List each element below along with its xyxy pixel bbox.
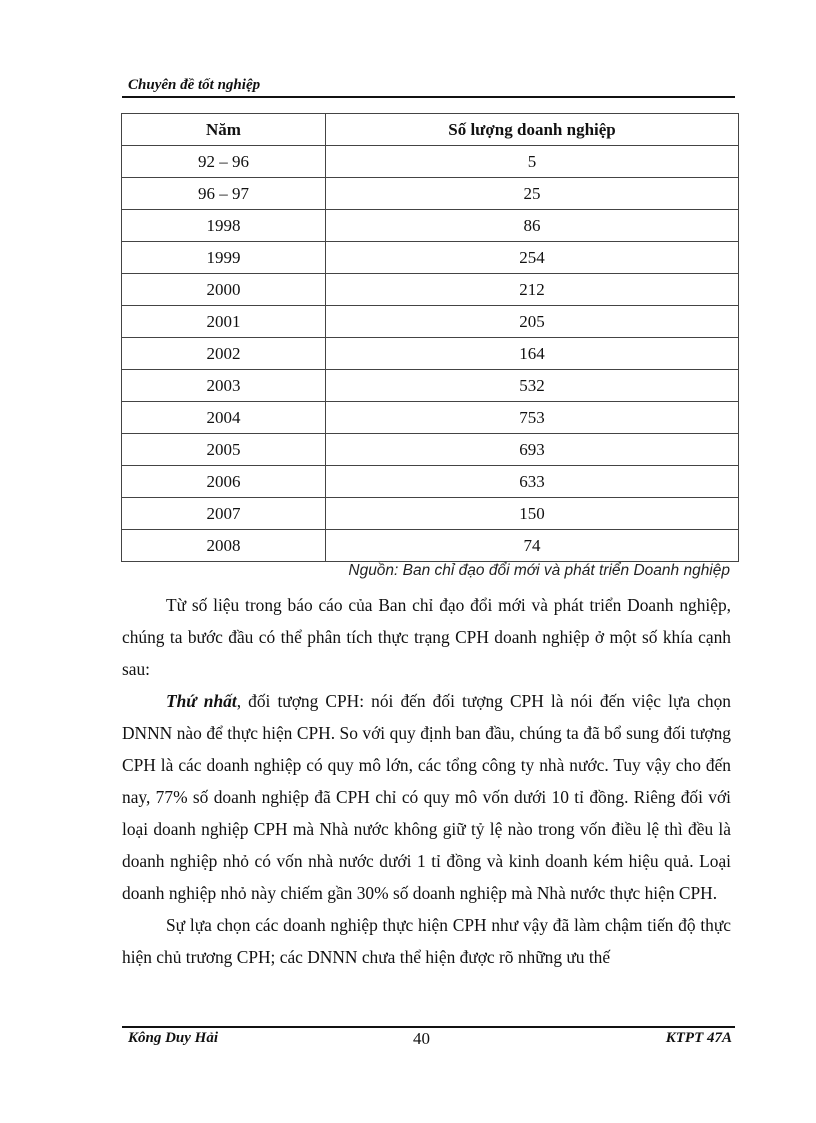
cell-count: 212: [326, 274, 739, 306]
table-row: [122, 402, 739, 434]
cell-year: 1998: [122, 210, 326, 242]
cell-count: 86: [326, 210, 739, 242]
cell-year: 92 – 96: [122, 146, 326, 178]
table-row: [122, 178, 739, 210]
table-header-row: [122, 114, 739, 146]
footer-rule: [122, 1026, 735, 1028]
cell-count: 164: [326, 338, 739, 370]
body-text: [122, 589, 731, 973]
table-row: [122, 242, 739, 274]
cell-count: 150: [326, 498, 739, 530]
paragraph-intro: Từ số liệu trong báo cáo của Ban chỉ đạo đổi mới và phát triển Doanh nghiệp, chúng ta bước đầu có thể phân tích thực trạng CPH doanh nghiệp ở một số khía cạnh sau:: [122, 595, 731, 679]
cell-year: 2002: [122, 338, 326, 370]
page-header-title: Chuyên đề tốt nghiệp: [128, 77, 261, 93]
table-row: [122, 210, 739, 242]
table-row: [122, 338, 739, 370]
paragraph-lead: Thứ nhất: [166, 691, 237, 711]
column-header-count: Số lượng doanh nghiệp: [326, 114, 739, 146]
cell-count: 693: [326, 434, 739, 466]
table-row: [122, 434, 739, 466]
cell-count: 254: [326, 242, 739, 274]
table-row: [122, 306, 739, 338]
table-row: [122, 146, 739, 178]
cell-year: 2007: [122, 498, 326, 530]
header-rule: [122, 96, 735, 98]
cell-year: 2000: [122, 274, 326, 306]
cell-year: 2003: [122, 370, 326, 402]
cell-year: 2004: [122, 402, 326, 434]
paragraph-first-point-text: , đối tượng CPH: nói đến đối tượng CPH là nói đến việc lựa chọn DNNN nào để thực hiện CPH. So với quy định ban đầu, chúng ta đã bổ sung đối tượng CPH là các doanh nghiệp có quy mô lớn, các tổng công ty nhà nước. Tuy vậy cho đến nay, 77% số doanh nghiệp đã CPH chỉ có quy mô vốn dưới 10 tỉ đồng. Riêng đối với loại doanh nghiệp CPH mà Nhà nước không giữ tỷ lệ nào trong vốn điều lệ thì đều là doanh nghiệp nhỏ có vốn nhà nước dưới 1 tỉ đồng và kinh doanh kém hiệu quả. Loại doanh nghiệp nhỏ này chiếm gần 30% số doanh nghiệp mà Nhà nước thực hiện CPH.: [122, 691, 731, 903]
cell-year: 2001: [122, 306, 326, 338]
paragraph-first-point: [122, 685, 731, 909]
page-number: 40: [413, 1029, 430, 1048]
footer-class-code: KTPT 47A: [665, 1030, 732, 1046]
cell-count: 205: [326, 306, 739, 338]
paragraph-consequence: Sự lựa chọn các doanh nghiệp thực hiện CPH như vậy đã làm chậm tiến độ thực hiện chủ trương CPH; các DNNN chưa thể hiện được rõ những ưu thế: [122, 915, 731, 967]
cell-count: 532: [326, 370, 739, 402]
table-row: [122, 498, 739, 530]
table-body: [122, 146, 739, 562]
table-row: [122, 530, 739, 562]
table-row: [122, 466, 739, 498]
cell-year: 1999: [122, 242, 326, 274]
cell-count: 753: [326, 402, 739, 434]
cell-count: 25: [326, 178, 739, 210]
table-row: [122, 274, 739, 306]
table-row: [122, 370, 739, 402]
enterprise-count-table: [121, 113, 739, 562]
footer-author: Kông Duy Hải: [128, 1030, 219, 1046]
cell-year: 96 – 97: [122, 178, 326, 210]
cell-count: 74: [326, 530, 739, 562]
cell-year: 2005: [122, 434, 326, 466]
cell-year: 2008: [122, 530, 326, 562]
cell-count: 5: [326, 146, 739, 178]
cell-count: 633: [326, 466, 739, 498]
table-source-note: Nguồn: Ban chỉ đạo đổi mới và phát triển Doanh nghiệp: [348, 562, 730, 579]
cell-year: 2006: [122, 466, 326, 498]
column-header-year: Năm: [122, 114, 326, 146]
